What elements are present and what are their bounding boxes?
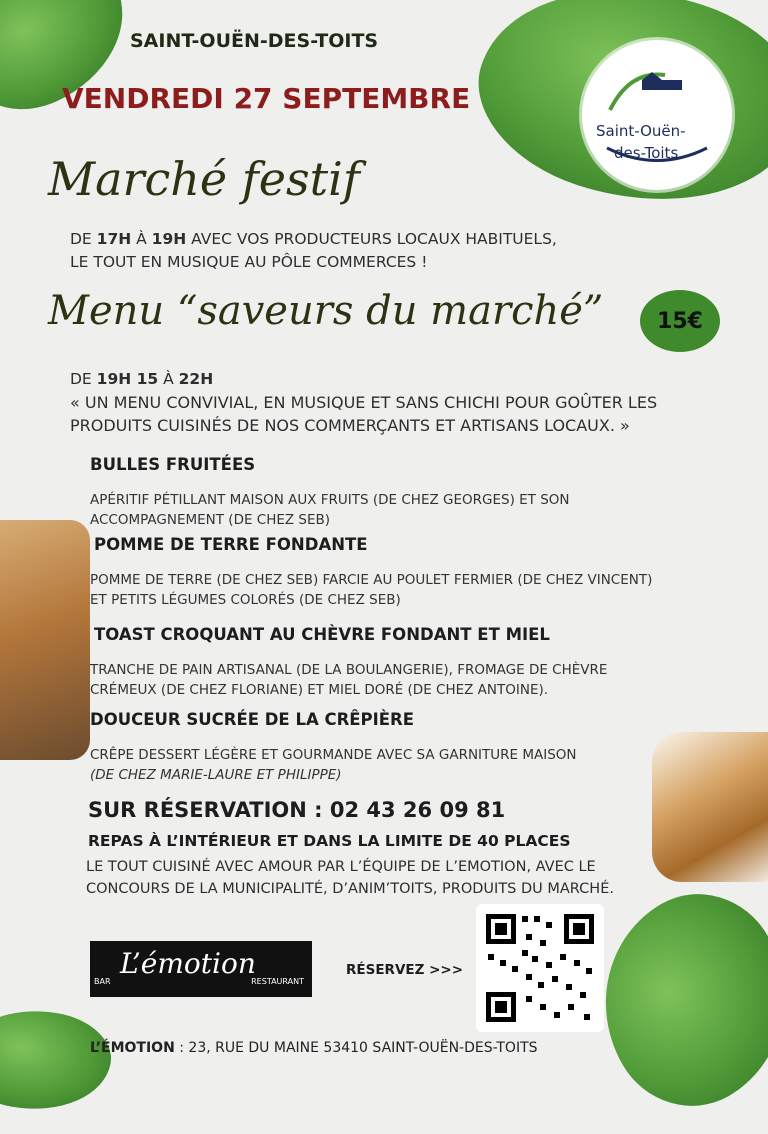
menu-item-description bbox=[90, 570, 652, 610]
menu-quote-line2: PRODUITS CUISINÉS DE NOS COMMERÇANTS ET ARTISANS LOCAUX. » bbox=[70, 416, 630, 435]
menu-item-line: POMME DE TERRE (DE CHEZ SEB) FARCIE AU POULET FERMIER (DE CHEZ VINCENT) bbox=[90, 572, 653, 588]
address-label: L’ÉMOTION bbox=[90, 1040, 175, 1056]
restaurant-logo bbox=[90, 941, 312, 997]
menu-item-description bbox=[90, 745, 577, 785]
menu-time-mid: À bbox=[158, 370, 179, 388]
menu-item-line: APÉRITIF PÉTILLANT MAISON AUX FRUITS (DE CHEZ GEORGES) ET SON bbox=[90, 492, 570, 508]
restaurant-logo-restaurant: RESTAURANT bbox=[251, 977, 304, 986]
marche-mid: À bbox=[131, 230, 152, 248]
menu-item-line: ACCOMPAGNEMENT (DE CHEZ SEB) bbox=[90, 512, 331, 528]
leaf-bottom-left bbox=[0, 998, 118, 1123]
marche-time-end: 19H bbox=[151, 230, 187, 248]
town-logo-icon bbox=[582, 40, 732, 190]
menu-item-line: CRÊPE DESSERT LÉGÈRE ET GOURMANDE AVEC SA GARNITURE MAISON bbox=[90, 747, 577, 763]
seating-info: REPAS À L’INTÉRIEUR ET DANS LA LIMITE DE 40 PLACES bbox=[88, 832, 571, 850]
reserve-cta: RÉSERVEZ >>> bbox=[346, 962, 464, 978]
menu-title: Menu “saveurs du marché” bbox=[48, 288, 604, 334]
menu-item-line: ET PETITS LÉGUMES COLORÉS (DE CHEZ SEB) bbox=[90, 592, 401, 608]
reservation-phone: SUR RÉSERVATION : 02 43 26 09 81 bbox=[88, 798, 506, 822]
menu-item-title: POMME DE TERRE FONDANTE bbox=[94, 535, 368, 554]
menu-intro bbox=[70, 368, 657, 437]
menu-item-title: BULLES FRUITÉES bbox=[90, 455, 256, 474]
credits-line1: LE TOUT CUISINÉ AVEC AMOUR PAR L’ÉQUIPE DE L’EMOTION, AVEC LE bbox=[86, 859, 596, 875]
menu-item-description bbox=[90, 660, 607, 700]
stuffed-potato-image bbox=[0, 520, 90, 760]
menu-item-line: (DE CHEZ MARIE-LAURE ET PHILIPPE) bbox=[90, 767, 342, 783]
town-logo-line1: Saint-Ouën- bbox=[596, 122, 686, 140]
qr-code-icon bbox=[476, 904, 604, 1032]
credits-line2: CONCOURS DE LA MUNICIPALITÉ, D’ANIM’TOITS, PRODUITS DU MARCHÉ. bbox=[86, 881, 614, 897]
marche-description bbox=[70, 228, 557, 274]
restaurant-logo-bar: BAR bbox=[94, 977, 111, 986]
marche-time-start: 17H bbox=[96, 230, 132, 248]
menu-item-description bbox=[90, 490, 570, 530]
marche-title: Marché festif bbox=[48, 152, 360, 206]
menu-item-line: CRÉMEUX (DE CHEZ FLORIANE) ET MIEL DORÉ (DE CHEZ ANTOINE). bbox=[90, 682, 549, 698]
crepe-image bbox=[652, 732, 768, 882]
menu-time-start: 19H 15 bbox=[96, 370, 159, 388]
menu-item-title: TOAST CROQUANT AU CHÈVRE FONDANT ET MIEL bbox=[94, 625, 550, 644]
credits-text bbox=[86, 856, 614, 900]
town-name: SAINT-OUËN-DES-TOITS bbox=[130, 30, 379, 52]
event-date: VENDREDI 27 SEPTEMBRE bbox=[62, 82, 471, 115]
address bbox=[90, 1040, 538, 1056]
marche-line2: LE TOUT EN MUSIQUE AU PÔLE COMMERCES ! bbox=[70, 253, 428, 271]
menu-time-end: 22H bbox=[178, 370, 214, 388]
menu-item-line: TRANCHE DE PAIN ARTISANAL (DE LA BOULANGERIE), FROMAGE DE CHÈVRE bbox=[90, 662, 608, 678]
town-logo-line2: des-Toits bbox=[614, 144, 679, 162]
marche-prefix: DE bbox=[70, 230, 97, 248]
menu-item-title: DOUCEUR SUCRÉE DE LA CRÊPIÈRE bbox=[90, 710, 415, 729]
qr-code[interactable] bbox=[476, 904, 604, 1032]
marche-suffix: AVEC VOS PRODUCTEURS LOCAUX HABITUELS, bbox=[186, 230, 557, 248]
menu-time-prefix: DE bbox=[70, 370, 97, 388]
price-badge: 15€ bbox=[640, 290, 720, 352]
address-text: : 23, RUE DU MAINE 53410 SAINT-OUËN-DES-TOITS bbox=[174, 1040, 538, 1056]
menu-quote-line1: « UN MENU CONVIVIAL, EN MUSIQUE ET SANS CHICHI POUR GOÛTER LES bbox=[70, 393, 658, 412]
town-logo bbox=[582, 40, 732, 190]
restaurant-logo-script: L’émotion bbox=[120, 947, 256, 980]
